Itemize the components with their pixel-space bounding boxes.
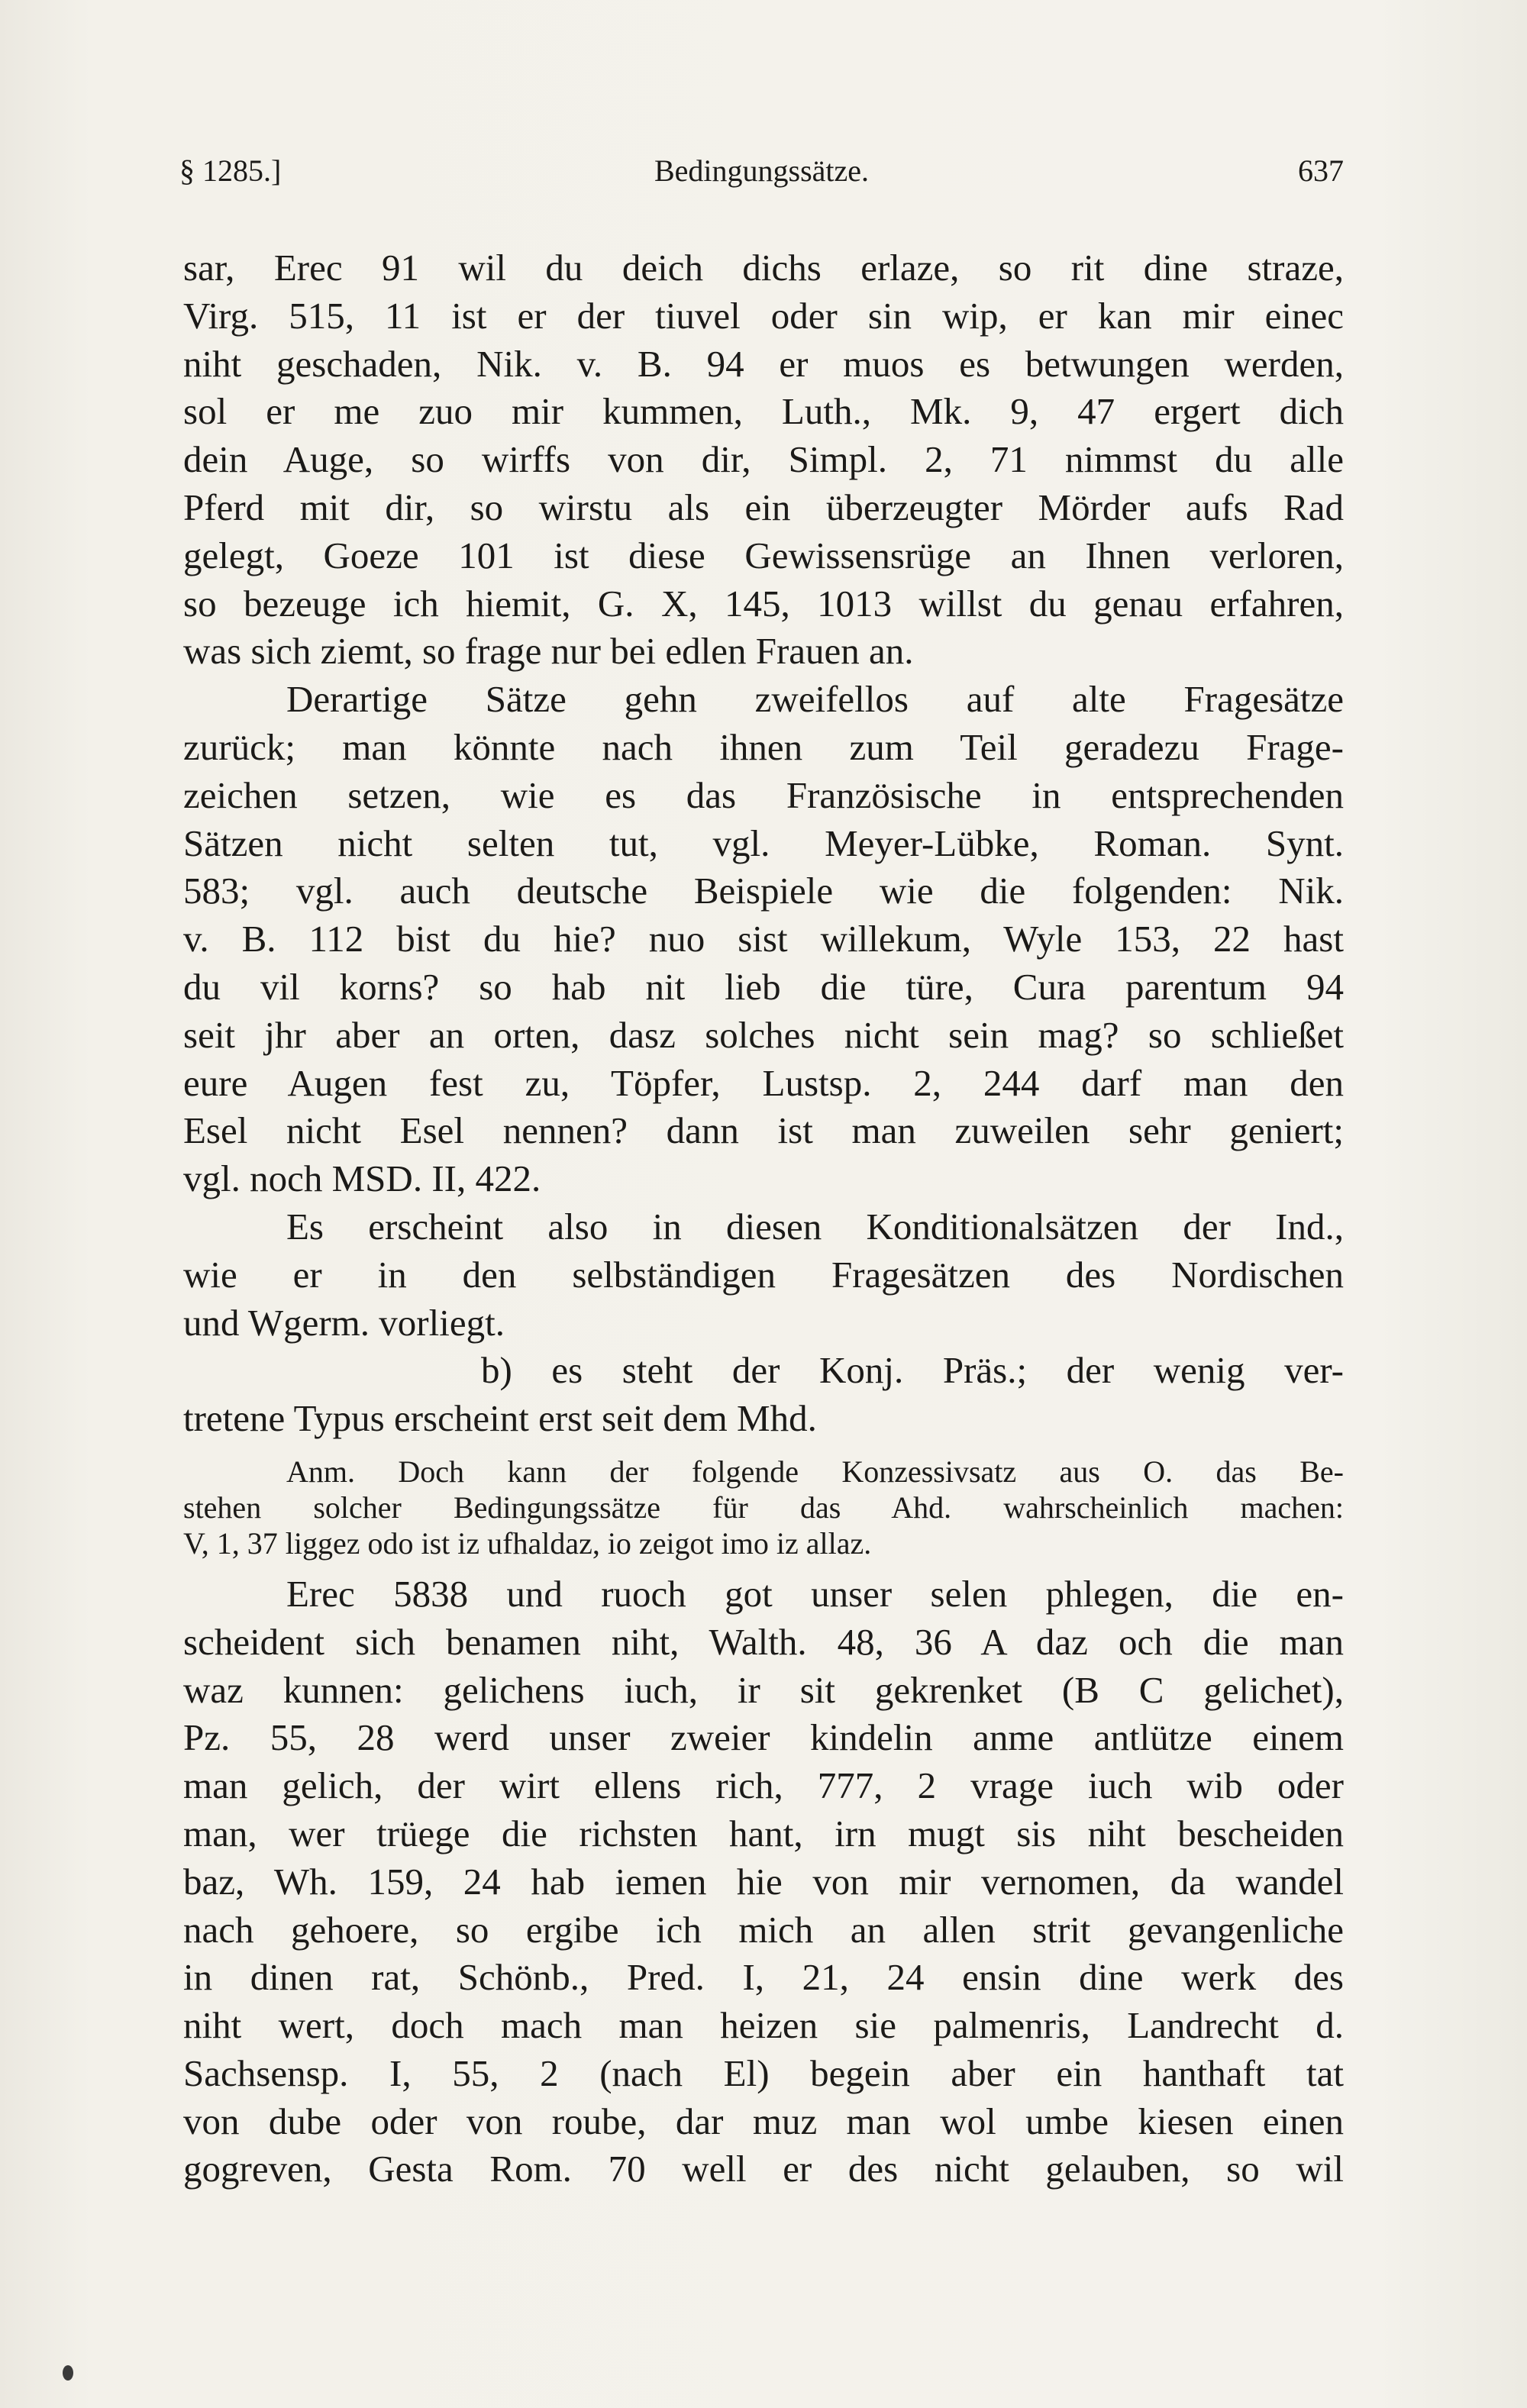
page-title: Bedingungssätze.: [654, 153, 870, 188]
text-line: und Wgerm. vorliegt.: [183, 1301, 505, 1344]
text-line: niht wert, doch mach man heizen sie palmenris, Landrecht d.: [183, 2004, 1344, 2047]
text-line: Sachsensp. I, 55, 2 (nach El) begein aber ein hanthaft tat: [183, 2051, 1344, 2094]
section-reference: § 1285.]: [179, 153, 282, 188]
page-body: [183, 244, 1344, 2193]
text-line: Esel nicht Esel nennen? dann ist man zuweilen sehr geniert;: [183, 1109, 1344, 1152]
text-line: v. B. 112 bist du hie? nuo sist willekum, Wyle 153, 22 hast: [183, 918, 1344, 960]
text-line: scheident sich benamen niht, Walth. 48, 36 A daz och die man: [183, 1620, 1344, 1663]
text-line: 583; vgl. auch deutsche Beispiele wie die folgenden: Nik.: [183, 870, 1344, 912]
text-block-continued: [183, 1570, 1344, 2193]
text-line: waz kunnen: gelichens iuch, ir sit gekrenket (B C gelichet),: [183, 1668, 1344, 1711]
ink-speck: [63, 2365, 73, 2381]
text-line: dein Auge, so wirffs von dir, Simpl. 2, 71 nimmst du alle: [183, 438, 1344, 481]
text-line: nach gehoere, so ergibe ich mich an allen strit gevangenliche: [183, 1908, 1344, 1951]
text-line: niht geschaden, Nik. v. B. 94 er muos es betwungen werden,: [183, 342, 1344, 385]
text-line: b) es steht der Konj. Präs.; der wenig ver-: [481, 1349, 1344, 1392]
running-header: [179, 153, 1344, 199]
text-line: Derartige Sätze gehn zweifellos auf alte Fragesätze: [286, 678, 1344, 721]
text-line: vgl. noch MSD. II, 422.: [183, 1157, 541, 1200]
text-line: wie er in den selbständigen Fragesätzen des Nordischen: [183, 1253, 1344, 1296]
text-line: sol er me zuo mir kummen, Luth., Mk. 9, 47 ergert dich: [183, 390, 1344, 433]
text-line: seit jhr aber an orten, dasz solches nicht sein mag? so schließet: [183, 1013, 1344, 1056]
text-line: gelegt, Goeze 101 ist diese Gewissensrüge an Ihnen verloren,: [183, 534, 1344, 576]
text-line: Pferd mit dir, so wirstu als ein überzeugter Mörder aufs Rad: [183, 486, 1344, 528]
text-line: Anm. Doch kann der folgende Konzessivsatz aus O. das Be-: [286, 1454, 1344, 1489]
text-line: baz, Wh. 159, 24 hab iemen hie von mir vernomen, da wandel: [183, 1860, 1344, 1903]
text-line: zeichen setzen, wie es das Französische in entsprechenden: [183, 773, 1344, 816]
text-line: tretene Typus erscheint erst seit dem Mhd.: [183, 1397, 817, 1440]
text-line: gogreven, Gesta Rom. 70 well er des nicht gelauben, so wil: [183, 2148, 1344, 2190]
text-line: du vil korns? so hab nit lieb die türe, Cura parentum 94: [183, 965, 1344, 1008]
text-line: Virg. 515, 11 ist er der tiuvel oder sin wip, er kan mir einec: [183, 294, 1344, 337]
text-line: zurück; man könnte nach ihnen zum Teil geradezu Frage-: [183, 725, 1344, 768]
text-line: man gelich, der wirt ellens rich, 777, 2 vrage iuch wib oder: [183, 1764, 1344, 1807]
annotation-note: [183, 1454, 1344, 1561]
text-line: sar, Erec 91 wil du deich dichs erlaze, so rit dine straze,: [183, 247, 1344, 289]
text-line: Pz. 55, 28 werd unser zweier kindelin anme antlütze einem: [183, 1716, 1344, 1759]
text-line: so bezeuge ich hiemit, G. X, 145, 1013 willst du genau erfahren,: [183, 582, 1344, 625]
text-line: von dube oder von roube, dar muz man wol umbe kiesen einen: [183, 2100, 1344, 2142]
text-block-main: [183, 244, 1344, 1443]
text-line: Es erscheint also in diesen Konditionalsätzen der Ind.,: [286, 1205, 1344, 1248]
text-line: man, wer trüege die richsten hant, irn mugt sis niht bescheiden: [183, 1812, 1344, 1854]
text-line: V, 1, 37 liggez odo ist iz ufhaldaz, io zeigot imo iz allaz.: [183, 1525, 872, 1561]
text-line: Sätzen nicht selten tut, vgl. Meyer-Lübke, Roman. Synt.: [183, 821, 1344, 864]
page-number: 637: [1298, 153, 1344, 188]
text-line: was sich ziemt, so frage nur bei edlen Frauen an.: [183, 630, 914, 673]
text-line: eure Augen fest zu, Töpfer, Lustsp. 2, 244 darf man den: [183, 1061, 1344, 1104]
text-line: stehen solcher Bedingungssätze für das Ahd. wahrscheinlich machen:: [183, 1490, 1344, 1525]
text-line: Erec 5838 und ruoch got unser selen phlegen, die en-: [286, 1572, 1344, 1615]
text-line: in dinen rat, Schönb., Pred. I, 21, 24 ensin dine werk des: [183, 1956, 1344, 1999]
